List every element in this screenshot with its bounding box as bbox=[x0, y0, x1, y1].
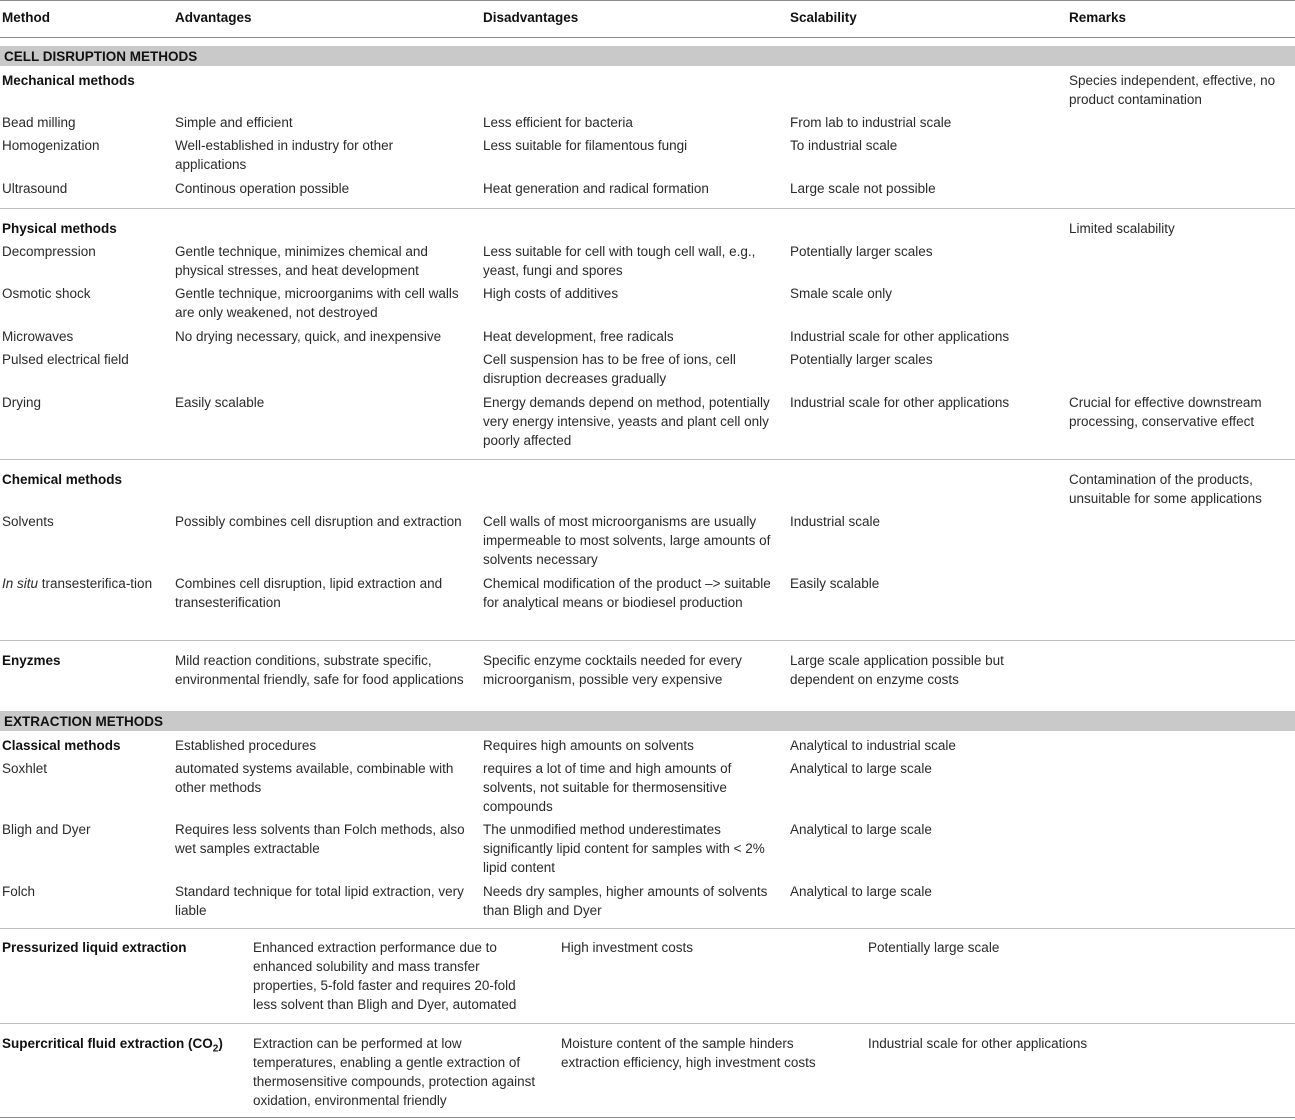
advantages-enzymes: Mild reaction conditions, substrate specific, environmental friendly, safe for food applications bbox=[175, 653, 464, 687]
advantages-in-situ-transesterification: Combines cell disruption, lipid extraction and transesterification bbox=[175, 576, 443, 610]
scalability-in-situ-transesterification: Easily scalable bbox=[790, 576, 880, 591]
header-advantages: Advantages bbox=[175, 10, 252, 25]
method-folch: Folch bbox=[2, 884, 36, 899]
section-band-extraction bbox=[0, 711, 1295, 731]
advantages-bead-milling: Simple and efficient bbox=[175, 115, 293, 130]
disadvantages-osmotic-shock: High costs of additives bbox=[483, 286, 619, 301]
section-title: CELL DISRUPTION METHODS bbox=[4, 49, 198, 64]
header-disadvantages: Disadvantages bbox=[483, 10, 579, 25]
advantages-homogenization: Well-established in industry for other applications bbox=[175, 138, 394, 172]
disadvantages-bead-milling: Less efficient for bacteria bbox=[483, 115, 633, 130]
group-rule bbox=[0, 928, 1295, 929]
disadvantages-folch: Needs dry samples, higher amounts of solvents than Bligh and Dyer bbox=[483, 884, 768, 918]
advantages-decompression: Gentle technique, minimizes chemical and physical stresses, and heat development bbox=[175, 244, 428, 278]
scalability-osmotic-shock: Smale scale only bbox=[790, 286, 893, 301]
group-title-classical: Classical methods bbox=[2, 738, 121, 753]
scalability-solvents: Industrial scale bbox=[790, 514, 881, 529]
method-end-part: ) bbox=[218, 1036, 223, 1051]
disadvantages-decompression: Less suitable for cell with tough cell wall, e.g., yeast, fungi and spores bbox=[483, 244, 756, 278]
disadvantages-solvents: Cell walls of most microorganisms are usually impermeable to most solvents, large amounts of solvents necessary bbox=[483, 514, 771, 567]
advantages-solvents: Possibly combines cell disruption and extraction bbox=[175, 514, 462, 529]
scalability-ultrasound: Large scale not possible bbox=[790, 181, 936, 196]
group-remarks-mechanical: Species independent, effective, no product contamination bbox=[1069, 73, 1276, 107]
disadvantages-pulsed-electrical-field: Cell suspension has to be free of ions, cell disruption decreases gradually bbox=[483, 352, 736, 386]
method-decompression: Decompression bbox=[2, 244, 96, 259]
section-title: EXTRACTION METHODS bbox=[4, 714, 164, 729]
group-title-mechanical: Mechanical methods bbox=[2, 73, 135, 88]
method-solvents: Solvents bbox=[2, 514, 54, 529]
scalability-folch: Analytical to large scale bbox=[790, 884, 932, 899]
scalability-enzymes: Large scale application possible but dependent on enzyme costs bbox=[790, 653, 1004, 687]
header-method: Method bbox=[2, 10, 50, 25]
scalability-microwaves: Industrial scale for other applications bbox=[790, 329, 1010, 344]
method-supercritical-fluid-extraction bbox=[2, 1034, 247, 1053]
scalability-pressurized-liquid-extraction: Potentially large scale bbox=[868, 940, 1000, 955]
disadvantages-drying: Energy demands depend on method, potentially very energy intensive, yeasts and plant cell only poorly affected bbox=[483, 395, 770, 448]
group-rule bbox=[0, 1023, 1295, 1024]
group-rule bbox=[0, 459, 1295, 460]
advantages-microwaves: No drying necessary, quick, and inexpensive bbox=[175, 329, 442, 344]
group-rule bbox=[0, 640, 1295, 641]
table-top-rule bbox=[0, 0, 1295, 1]
disadvantages-supercritical-fluid-extraction: Moisture content of the sample hinders extraction efficiency, high investment costs bbox=[561, 1036, 816, 1070]
disadvantages-soxhlet: requires a lot of time and high amounts of solvents, not suitable for thermosensitive compounds bbox=[483, 761, 732, 814]
disadvantages-enzymes: Specific enzyme cocktails needed for every microorganism, possible very expensive bbox=[483, 653, 742, 687]
method-soxhlet: Soxhlet bbox=[2, 761, 48, 776]
disadvantages-bligh-dyer: The unmodified method underestimates significantly lipid content for samples with < 2% lipid content bbox=[483, 822, 765, 875]
advantages-folch: Standard technique for total lipid extraction, very liable bbox=[175, 884, 464, 918]
method-ultrasound: Ultrasound bbox=[2, 181, 68, 196]
group-remarks-physical: Limited scalability bbox=[1069, 221, 1175, 236]
method-bead-milling: Bead milling bbox=[2, 115, 76, 130]
scalability-pulsed-electrical-field: Potentially larger scales bbox=[790, 352, 933, 367]
scalability-decompression: Potentially larger scales bbox=[790, 244, 933, 259]
method-osmotic-shock: Osmotic shock bbox=[2, 286, 91, 301]
method-main-part: Supercritical fluid extraction (CO bbox=[2, 1036, 213, 1051]
remarks-drying: Crucial for effective downstream processing, conservative effect bbox=[1069, 395, 1262, 429]
disadvantages-microwaves: Heat development, free radicals bbox=[483, 329, 674, 344]
advantages-soxhlet: automated systems available, combinable with other methods bbox=[175, 761, 454, 795]
scalability-drying: Industrial scale for other applications bbox=[790, 395, 1010, 410]
method-drying: Drying bbox=[2, 395, 42, 410]
disadvantages-ultrasound: Heat generation and radical formation bbox=[483, 181, 709, 196]
method-bligh-dyer: Bligh and Dyer bbox=[2, 822, 91, 837]
disadvantages-classical: Requires high amounts on solvents bbox=[483, 738, 694, 753]
scalability-bligh-dyer: Analytical to large scale bbox=[790, 822, 932, 837]
advantages-ultrasound: Continous operation possible bbox=[175, 181, 350, 196]
header-remarks: Remarks bbox=[1069, 10, 1127, 25]
table-bottom-rule bbox=[0, 1117, 1295, 1118]
scalability-classical: Analytical to industrial scale bbox=[790, 738, 956, 753]
method-microwaves: Microwaves bbox=[2, 329, 74, 344]
advantages-classical: Established procedures bbox=[175, 738, 317, 753]
advantages-supercritical-fluid-extraction: Extraction can be performed at low temperatures, enabling a gentle extraction of thermosensitive compounds, protection against oxidation, environmental friendly bbox=[253, 1036, 536, 1108]
disadvantages-in-situ-transesterification: Chemical modification of the product –> suitable for analytical means or biodiesel production bbox=[483, 576, 771, 610]
header-scalability: Scalability bbox=[790, 10, 857, 25]
disadvantages-homogenization: Less suitable for filamentous fungi bbox=[483, 138, 688, 153]
method-homogenization: Homogenization bbox=[2, 138, 100, 153]
disadvantages-pressurized-liquid-extraction: High investment costs bbox=[561, 940, 694, 955]
group-title-physical: Physical methods bbox=[2, 221, 117, 236]
section-band-cell-disruption bbox=[0, 46, 1295, 66]
scalability-soxhlet: Analytical to large scale bbox=[790, 761, 932, 776]
advantages-pressurized-liquid-extraction: Enhanced extraction performance due to enhanced solubility and mass transfer properties, 5-fold faster and requires 20-fold less solvent than Bligh and Dyer, automated bbox=[253, 940, 517, 1012]
group-title-enzymes: Enyzmes bbox=[2, 653, 61, 668]
advantages-osmotic-shock: Gentle technique, microorganims with cell walls are only weakened, not destroyed bbox=[175, 286, 459, 320]
scalability-supercritical-fluid-extraction: Industrial scale for other applications bbox=[868, 1036, 1088, 1051]
group-rule bbox=[0, 208, 1295, 209]
method-rest-part: transesterifica-tion bbox=[38, 576, 153, 591]
method-pulsed-electrical-field: Pulsed electrical field bbox=[2, 352, 129, 367]
method-subscript: 2 bbox=[212, 1043, 219, 1055]
scalability-homogenization: To industrial scale bbox=[790, 138, 898, 153]
advantages-drying: Easily scalable bbox=[175, 395, 265, 410]
group-title-chemical: Chemical methods bbox=[2, 472, 123, 487]
scalability-bead-milling: From lab to industrial scale bbox=[790, 115, 952, 130]
method-in-situ-transesterification bbox=[2, 574, 167, 593]
advantages-bligh-dyer: Requires less solvents than Folch methods, also wet samples extractable bbox=[175, 822, 465, 856]
header-rule bbox=[0, 37, 1295, 38]
method-italic-part: In situ bbox=[2, 576, 39, 591]
method-pressurized-liquid-extraction: Pressurized liquid extraction bbox=[2, 940, 187, 955]
group-remarks-chemical: Contamination of the products, unsuitable for some applications bbox=[1069, 472, 1262, 506]
